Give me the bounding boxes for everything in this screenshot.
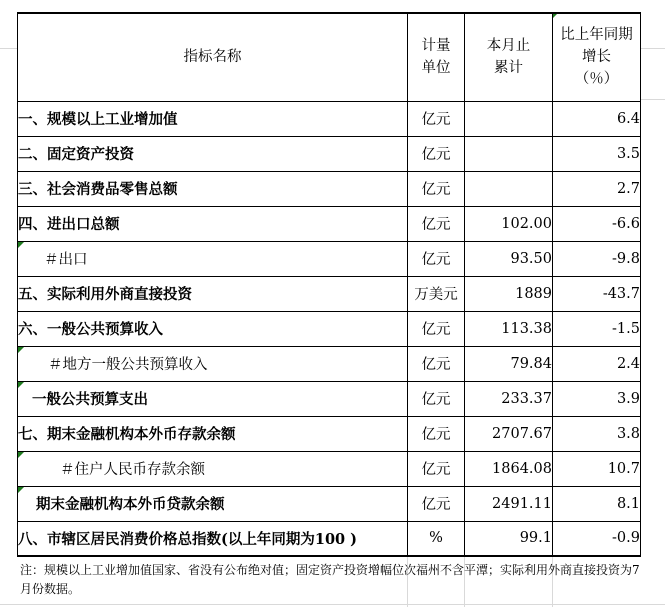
row-unit[interactable]: 亿元 <box>408 171 465 206</box>
row-cumulative[interactable]: 93.50 <box>465 241 553 276</box>
row-name: ＃地方一般公共预算收入 <box>48 357 208 373</box>
row-unit[interactable]: 亿元 <box>408 241 465 276</box>
comment-marker-icon <box>18 382 24 388</box>
table-row <box>18 171 641 206</box>
row-name[interactable]: 二、固定资产投资 <box>18 136 408 171</box>
row-cumulative[interactable]: 2491.11 <box>465 486 553 521</box>
row-name[interactable]: 三、社会消费品零售总额 <box>18 171 408 206</box>
row-growth[interactable]: 2.4 <box>553 346 641 381</box>
table-row <box>18 136 641 171</box>
row-cumulative[interactable]: 1889 <box>465 276 553 311</box>
header-unit[interactable]: 计量单位 <box>408 13 465 101</box>
footnote: 注：规模以上工业增加值国家、省没有公布绝对值；固定资产投资增幅位次福州不含平潭；实际利用外商直接投资为7月份数据。 <box>20 563 640 596</box>
table-row <box>18 206 641 241</box>
comment-marker-icon <box>18 347 24 353</box>
table-row <box>18 486 641 521</box>
row-cumulative[interactable]: 99.1 <box>465 521 553 556</box>
gridline <box>640 48 665 49</box>
row-unit[interactable]: 亿元 <box>408 206 465 241</box>
row-unit[interactable]: 亿元 <box>408 486 465 521</box>
row-growth[interactable]: 3.5 <box>553 136 641 171</box>
gridline <box>640 99 665 100</box>
header-growth-line2: 增长 <box>582 49 611 66</box>
row-cumulative[interactable]: 2707.67 <box>465 416 553 451</box>
table-row <box>18 241 641 276</box>
row-unit[interactable]: 亿元 <box>408 136 465 171</box>
table-row <box>18 521 641 556</box>
header-growth-line1: 比上年同期 <box>560 27 633 44</box>
row-cumulative[interactable] <box>465 136 553 171</box>
row-cumulative[interactable]: 102.00 <box>465 206 553 241</box>
row-growth[interactable]: -43.7 <box>553 276 641 311</box>
row-growth[interactable]: 3.8 <box>553 416 641 451</box>
row-growth[interactable]: -0.9 <box>553 521 641 556</box>
row-name: ＃住户人民币存款余额 <box>60 462 205 478</box>
gridline <box>0 48 17 49</box>
row-cumulative[interactable] <box>465 101 553 136</box>
row-unit[interactable]: % <box>408 521 465 556</box>
comment-marker-icon <box>18 452 24 458</box>
table-row <box>18 346 641 381</box>
row-name[interactable]: 六、一般公共预算收入 <box>18 311 408 346</box>
row-name-cell[interactable] <box>18 381 408 416</box>
row-growth[interactable]: 8.1 <box>553 486 641 521</box>
table-row <box>18 311 641 346</box>
table-row <box>18 416 641 451</box>
comment-marker-icon <box>18 487 24 493</box>
row-unit[interactable]: 亿元 <box>408 381 465 416</box>
row-name-cell[interactable] <box>18 451 408 486</box>
row-unit[interactable]: 亿元 <box>408 346 465 381</box>
row-growth[interactable]: 2.7 <box>553 171 641 206</box>
row-unit[interactable]: 亿元 <box>408 311 465 346</box>
table-row <box>18 101 641 136</box>
comment-marker-icon <box>553 13 559 19</box>
statistics-table <box>17 12 641 557</box>
row-cumulative[interactable]: 79.84 <box>465 346 553 381</box>
row-name-cell[interactable] <box>18 241 408 276</box>
row-name[interactable]: 一、规模以上工业增加值 <box>18 101 408 136</box>
comment-marker-icon <box>18 242 24 248</box>
row-growth[interactable]: -6.6 <box>553 206 641 241</box>
row-growth[interactable]: -1.5 <box>553 311 641 346</box>
row-cumulative[interactable]: 233.37 <box>465 381 553 416</box>
row-cumulative[interactable]: 1864.08 <box>465 451 553 486</box>
row-name: 一般公共预算支出 <box>32 391 148 408</box>
row-unit[interactable]: 亿元 <box>408 101 465 136</box>
row-growth[interactable]: 3.9 <box>553 381 641 416</box>
header-cumulative[interactable]: 本月止累计 <box>465 13 553 101</box>
table-header-row <box>18 13 641 101</box>
row-name-cell[interactable] <box>18 346 408 381</box>
row-growth[interactable]: 10.7 <box>553 451 641 486</box>
row-name: 期末金融机构本外币贷款余额 <box>36 496 225 513</box>
row-unit[interactable]: 亿元 <box>408 451 465 486</box>
row-name[interactable]: 四、进出口总额 <box>18 206 408 241</box>
row-unit[interactable]: 万美元 <box>408 276 465 311</box>
table-row <box>18 276 641 311</box>
row-name[interactable]: 七、期末金融机构本外币存款余额 <box>18 416 408 451</box>
row-unit[interactable]: 亿元 <box>408 416 465 451</box>
header-growth[interactable] <box>553 13 641 101</box>
row-name[interactable]: 五、实际利用外商直接投资 <box>18 276 408 311</box>
row-cumulative[interactable] <box>465 171 553 206</box>
row-name[interactable]: 八、市辖区居民消费价格总指数(以上年同期为100 ) <box>18 521 408 556</box>
table-row <box>18 451 641 486</box>
row-growth[interactable]: 6.4 <box>553 101 641 136</box>
row-cumulative[interactable]: 113.38 <box>465 311 553 346</box>
gridline <box>0 604 665 605</box>
table-row <box>18 381 641 416</box>
header-indicator-name[interactable]: 指标名称 <box>18 13 408 101</box>
row-name: ＃出口 <box>44 252 88 268</box>
row-name-cell[interactable] <box>18 486 408 521</box>
row-growth[interactable]: -9.8 <box>553 241 641 276</box>
header-growth-line3: （％） <box>574 71 619 88</box>
